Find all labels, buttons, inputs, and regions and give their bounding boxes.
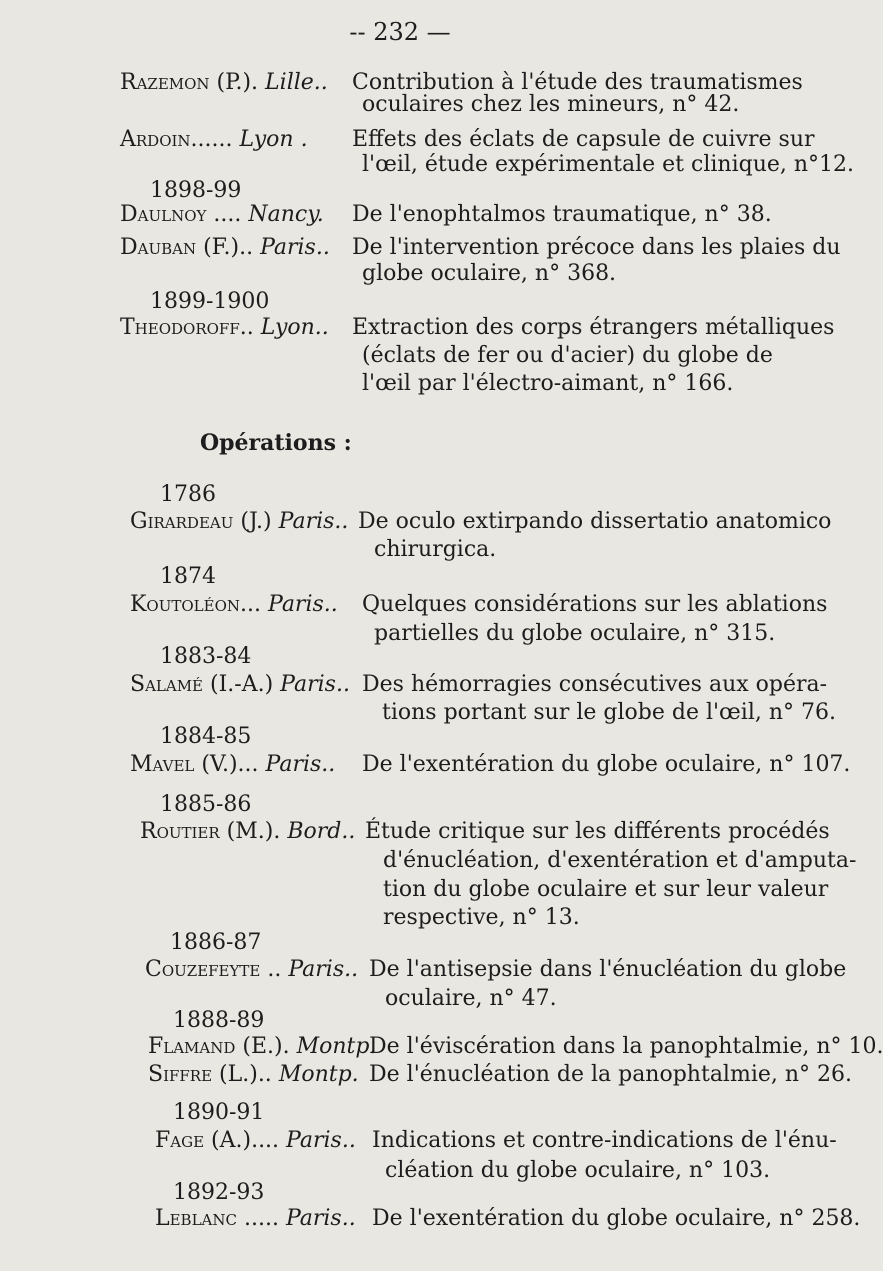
author-name: Flamand (E.). — [148, 1034, 290, 1059]
entry-text-line: Extraction des corps étrangers métalliques — [352, 315, 835, 340]
entry-author — [120, 313, 329, 343]
entry-author — [130, 590, 338, 620]
author-city: Paris.. — [286, 1128, 356, 1153]
section-heading: Opérations : — [200, 430, 352, 456]
year-label: 1883-84 — [160, 644, 252, 669]
entry-author — [120, 68, 328, 98]
entry-text-line: cléation du globe oculaire, n° 103. — [385, 1158, 771, 1183]
author-name: Siffre (L.).. — [148, 1062, 272, 1087]
author-name: Fage (A.).... — [155, 1128, 280, 1153]
entry-author — [120, 233, 330, 263]
entry-text-line: Effets des éclats de capsule de cuivre sur — [352, 127, 815, 152]
entry-text-line: chirurgica. — [374, 537, 497, 562]
author-city: Nancy. — [248, 202, 324, 227]
author-city: Lyon . — [239, 127, 308, 152]
author-name: Dauban (F.).. — [120, 235, 254, 260]
entry-text-line: De l'exentération du globe oculaire, n° 258. — [372, 1206, 861, 1231]
year-label: 1874 — [160, 564, 216, 589]
year-label: 1890-91 — [173, 1100, 265, 1125]
year-label: 1892-93 — [173, 1180, 265, 1205]
entry-author — [130, 507, 348, 537]
entry-text-line: Indications et contre-indications de l'énu- — [372, 1128, 837, 1153]
entry-author — [140, 817, 355, 847]
entry-text-line: Des hémorragies consécutives aux opéra- — [362, 672, 828, 697]
author-city: Paris.. — [280, 672, 350, 697]
year-label: 1886-87 — [170, 930, 262, 955]
entry-text-line: tion du globe oculaire et sur leur valeur — [383, 877, 829, 902]
entry-text-line: oculaires chez les mineurs, n° 42. — [362, 92, 740, 117]
author-city: Paris.. — [288, 957, 359, 982]
author-city: Paris.. — [265, 752, 336, 777]
author-city: Lille.. — [265, 70, 328, 95]
year-label: 1899-1900 — [150, 289, 270, 314]
entry-text-line: d'énucléation, d'exentération et d'amputa- — [383, 848, 857, 873]
entry-text-line: De l'énucléation de la panophtalmie, n° 26. — [369, 1062, 853, 1087]
entry-text-line: De l'intervention précoce dans les plaies du — [352, 235, 841, 260]
entry-text-line: Quelques considérations sur les ablations — [362, 592, 828, 617]
entry-text-line: l'œil, étude expérimentale et clinique, n°12. — [362, 152, 855, 177]
entry-text-line: (éclats de fer ou d'acier) du globe de — [362, 343, 773, 368]
author-name: Girardeau (J.) — [130, 509, 272, 534]
author-city: Paris.. — [260, 235, 330, 260]
entry-author — [130, 670, 350, 700]
entry-text-line: De oculo extirpando dissertatio anatomico — [358, 509, 832, 534]
author-city: Montp. — [296, 1034, 377, 1059]
author-city: Paris.. — [285, 1206, 356, 1231]
entry-author — [148, 1060, 359, 1090]
author-city: Paris.. — [278, 509, 349, 534]
author-city: Bord.. — [287, 819, 356, 844]
author-city: Montp. — [278, 1062, 359, 1087]
author-city: Lyon.. — [260, 315, 329, 340]
author-name: Razemon (P.). — [120, 70, 259, 95]
entry-text-line: Étude critique sur les différents procédés — [365, 819, 830, 844]
author-name: Routier (M.). — [140, 819, 281, 844]
author-name: Couzefeyte .. — [145, 957, 282, 982]
entry-author — [120, 125, 308, 155]
entry-text-line: De l'antisepsie dans l'énucléation du globe — [369, 957, 847, 982]
author-name: Mavel (V.)... — [130, 752, 259, 777]
author-name: Ardoin...... — [120, 127, 233, 152]
year-label: 1885-86 — [160, 792, 252, 817]
year-label: 1898-99 — [150, 178, 242, 203]
year-label: 1884-85 — [160, 724, 252, 749]
entry-text-line: l'œil par l'électro-aimant, n° 166. — [362, 371, 734, 396]
entry-text-line: globe oculaire, n° 368. — [362, 261, 617, 286]
author-name: Salamé (I.-A.) — [130, 672, 274, 697]
author-name: Daulnoy .... — [120, 202, 242, 227]
author-name: Koutoléon... — [130, 592, 261, 617]
entry-author — [155, 1204, 356, 1234]
author-name: Theodoroff.. — [120, 315, 254, 340]
entry-author — [148, 1032, 376, 1062]
author-name: Leblanc ..... — [155, 1206, 279, 1231]
entry-author — [130, 750, 335, 780]
entry-text-line: De l'exentération du globe oculaire, n° 107. — [362, 752, 851, 777]
entry-text-line: oculaire, n° 47. — [385, 986, 557, 1011]
author-city: Paris.. — [268, 592, 338, 617]
page-number: -- 232 — — [349, 18, 451, 46]
year-label: 1888-89 — [173, 1008, 265, 1033]
entry-author — [145, 955, 358, 985]
entry-text-line: respective, n° 13. — [383, 905, 580, 930]
entry-author — [120, 200, 324, 230]
entry-text-line: tions portant sur le globe de l'œil, n° 76. — [382, 700, 836, 725]
entry-text-line: partielles du globe oculaire, n° 315. — [374, 621, 776, 646]
entry-text-line: Contribution à l'étude des traumatismes — [352, 70, 803, 95]
year-label: 1786 — [160, 482, 216, 507]
entry-text-line: De l'enophtalmos traumatique, n° 38. — [352, 202, 772, 227]
entry-author — [155, 1126, 356, 1156]
entry-text-line: De l'éviscération dans la panophtalmie, n° 10. — [369, 1034, 883, 1059]
